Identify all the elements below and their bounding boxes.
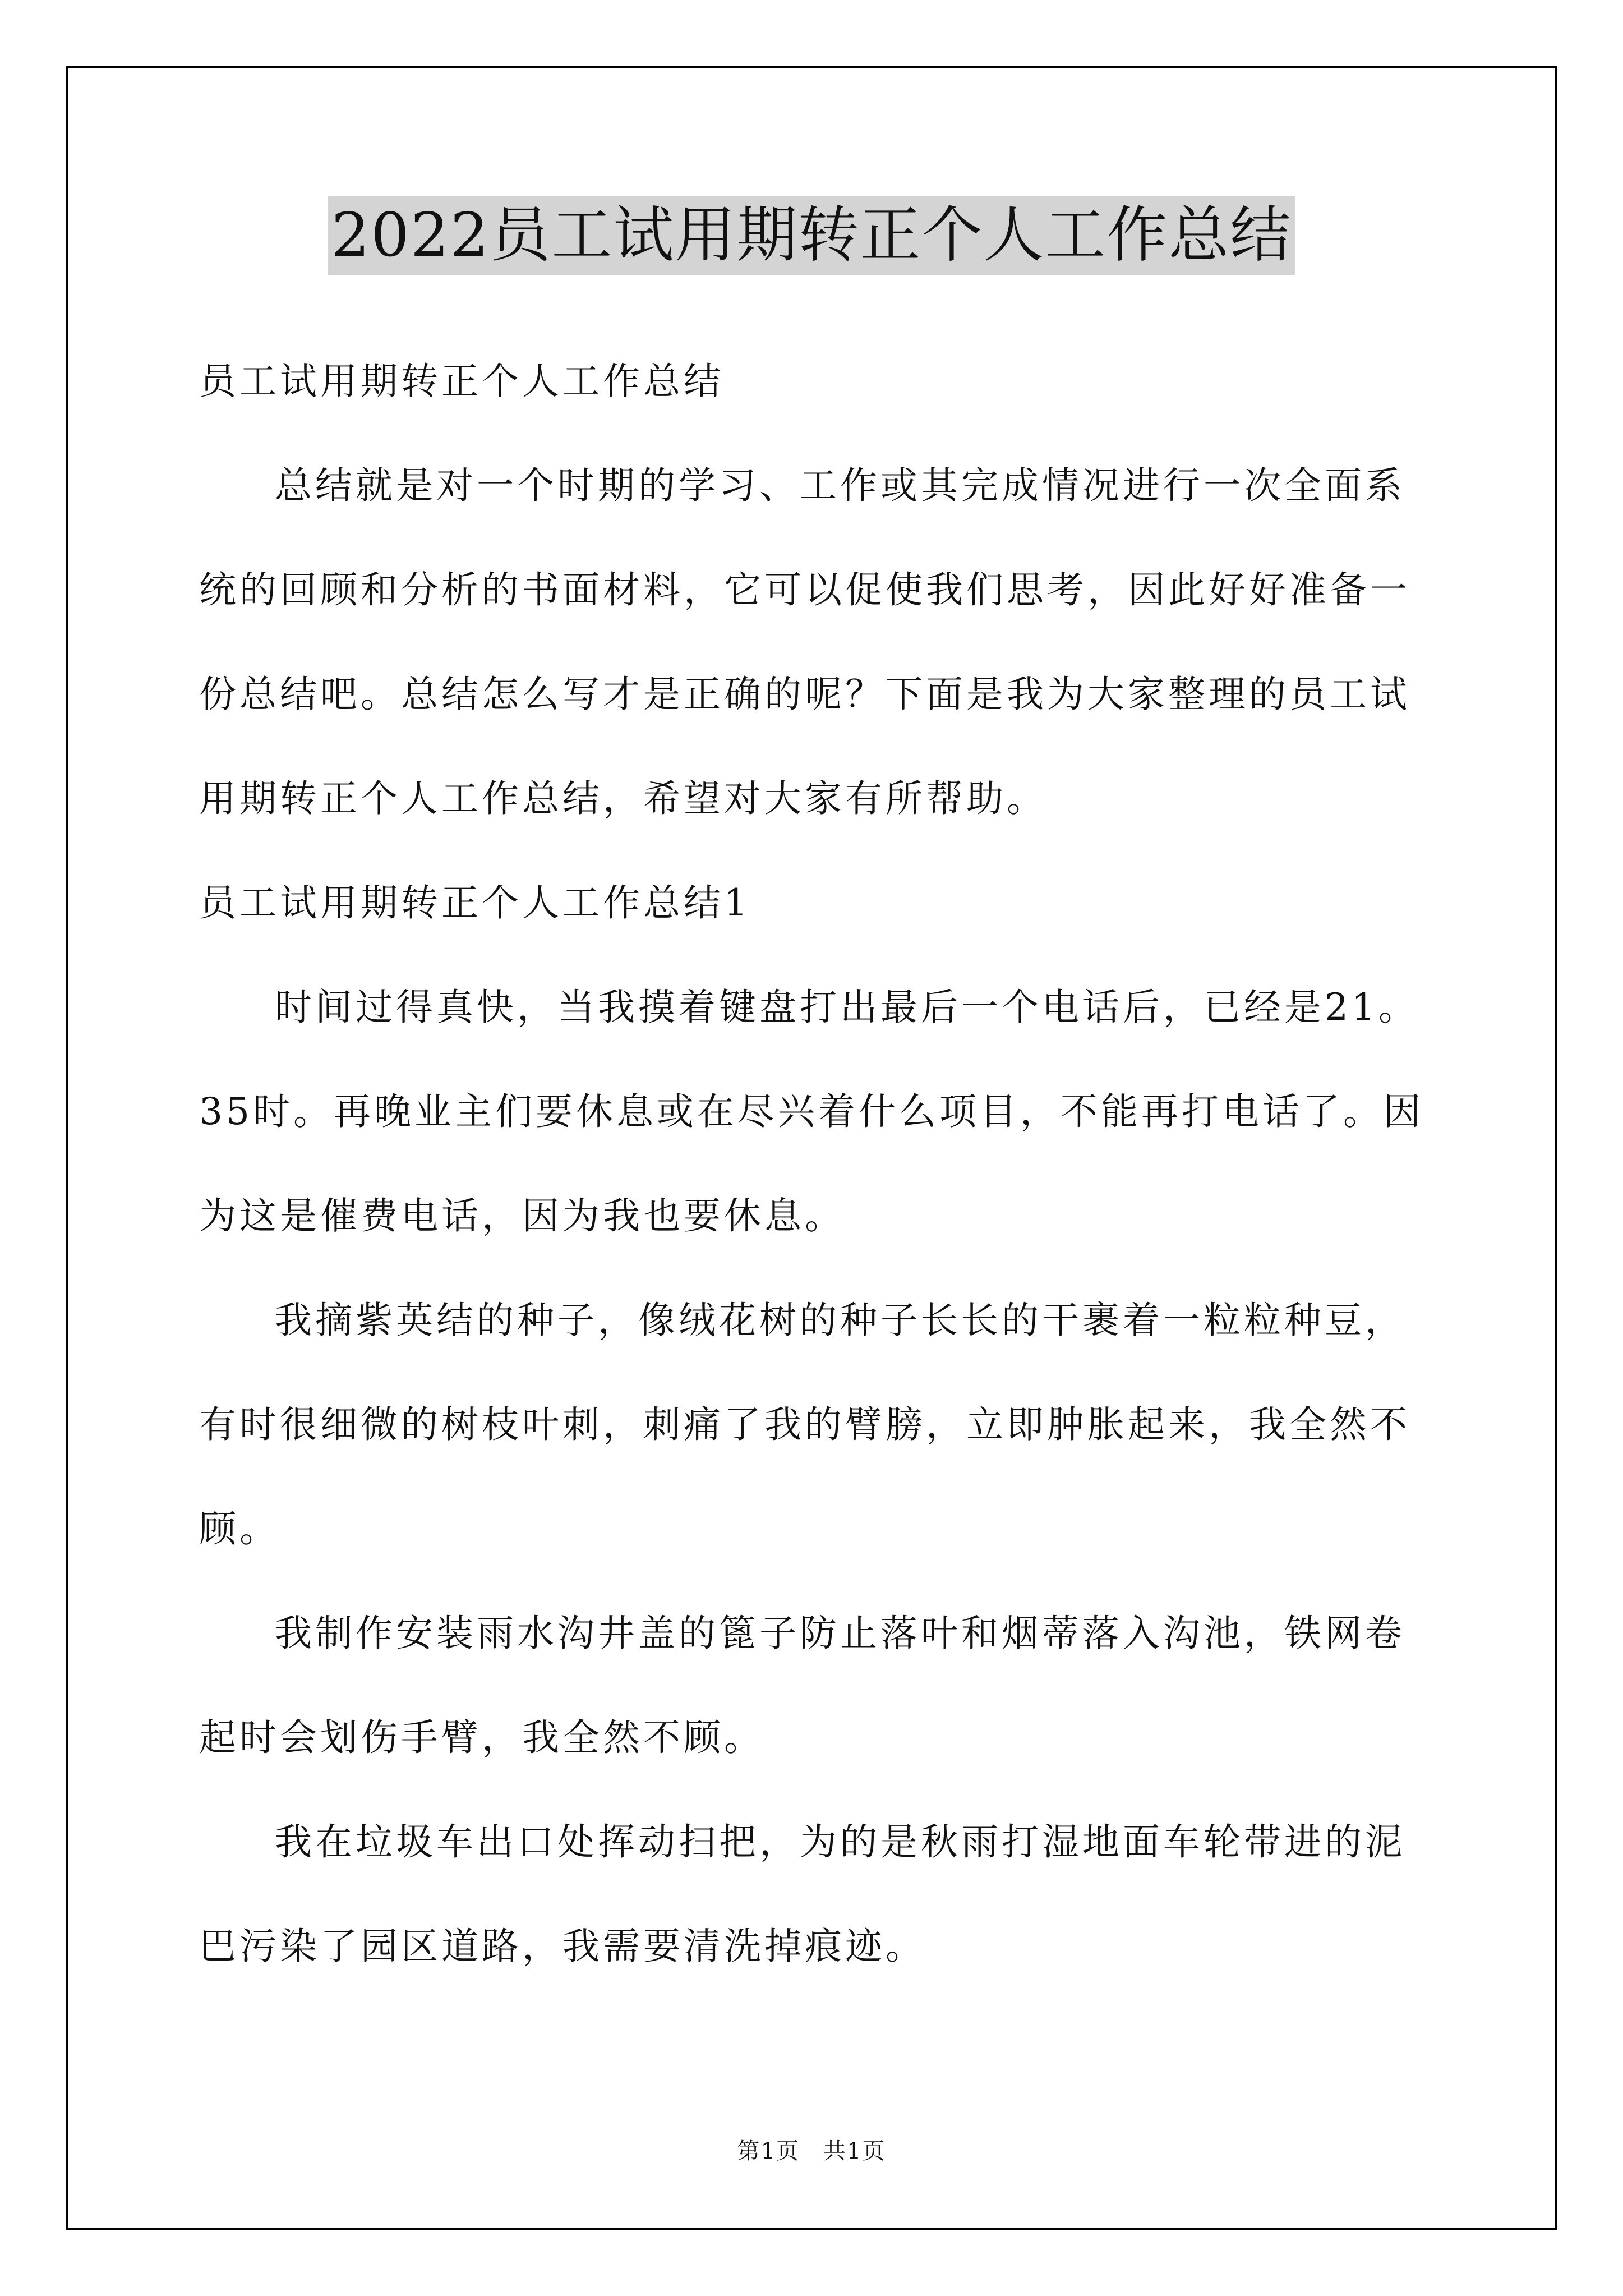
paragraph-line: 我制作安装雨水沟井盖的篦子防止落叶和烟蒂落入沟池，铁网卷 [275, 1612, 1405, 1655]
paragraph-line: 顾。 [199, 1507, 280, 1550]
paragraph-line: 为这是催费电话，因为我也要休息。 [199, 1194, 845, 1237]
document-title: 2022员工试用期转正个人工作总结 [328, 196, 1295, 275]
section-heading: 员工试用期转正个人工作总结1 [199, 881, 751, 924]
paragraph-line: 时间过得真快，当我摸着键盘打出最后一个电话后，已经是21。 [275, 986, 1419, 1029]
paragraph-line: 起时会划伤手臂，我全然不顾。 [199, 1716, 764, 1759]
title-container [0, 196, 1623, 275]
paragraph-line: 统的回顾和分析的书面材料，它可以促使我们思考，因此好好准备一 [199, 568, 1410, 611]
paragraph-line: 我在垃圾车出口处挥动扫把，为的是秋雨打湿地面车轮带进的泥 [275, 1820, 1405, 1864]
paragraph-line: 份总结吧。总结怎么写才是正确的呢？下面是我为大家整理的员工试 [199, 673, 1410, 716]
page-footer: 第1页 共1页 [737, 2138, 886, 2164]
subtitle: 员工试用期转正个人工作总结 [199, 360, 724, 403]
paragraph-line: 35时。再晚业主们要休息或在尽兴着什么项目，不能再打电话了。因 [199, 1090, 1424, 1133]
paragraph-line: 巴污染了园区道路，我需要清洗掉痕迹。 [199, 1925, 926, 1968]
paragraph-line: 总结就是对一个时期的学习、工作或其完成情况进行一次全面系 [275, 464, 1405, 507]
paragraph-line: 用期转正个人工作总结，希望对大家有所帮助。 [199, 777, 1047, 820]
paragraph-line: 有时很细微的树枝叶刺，刺痛了我的臂膀，立即肿胀起来，我全然不 [199, 1403, 1410, 1446]
paragraph-line: 我摘紫英结的种子，像绒花树的种子长长的干裹着一粒粒种豆， [275, 1299, 1405, 1342]
